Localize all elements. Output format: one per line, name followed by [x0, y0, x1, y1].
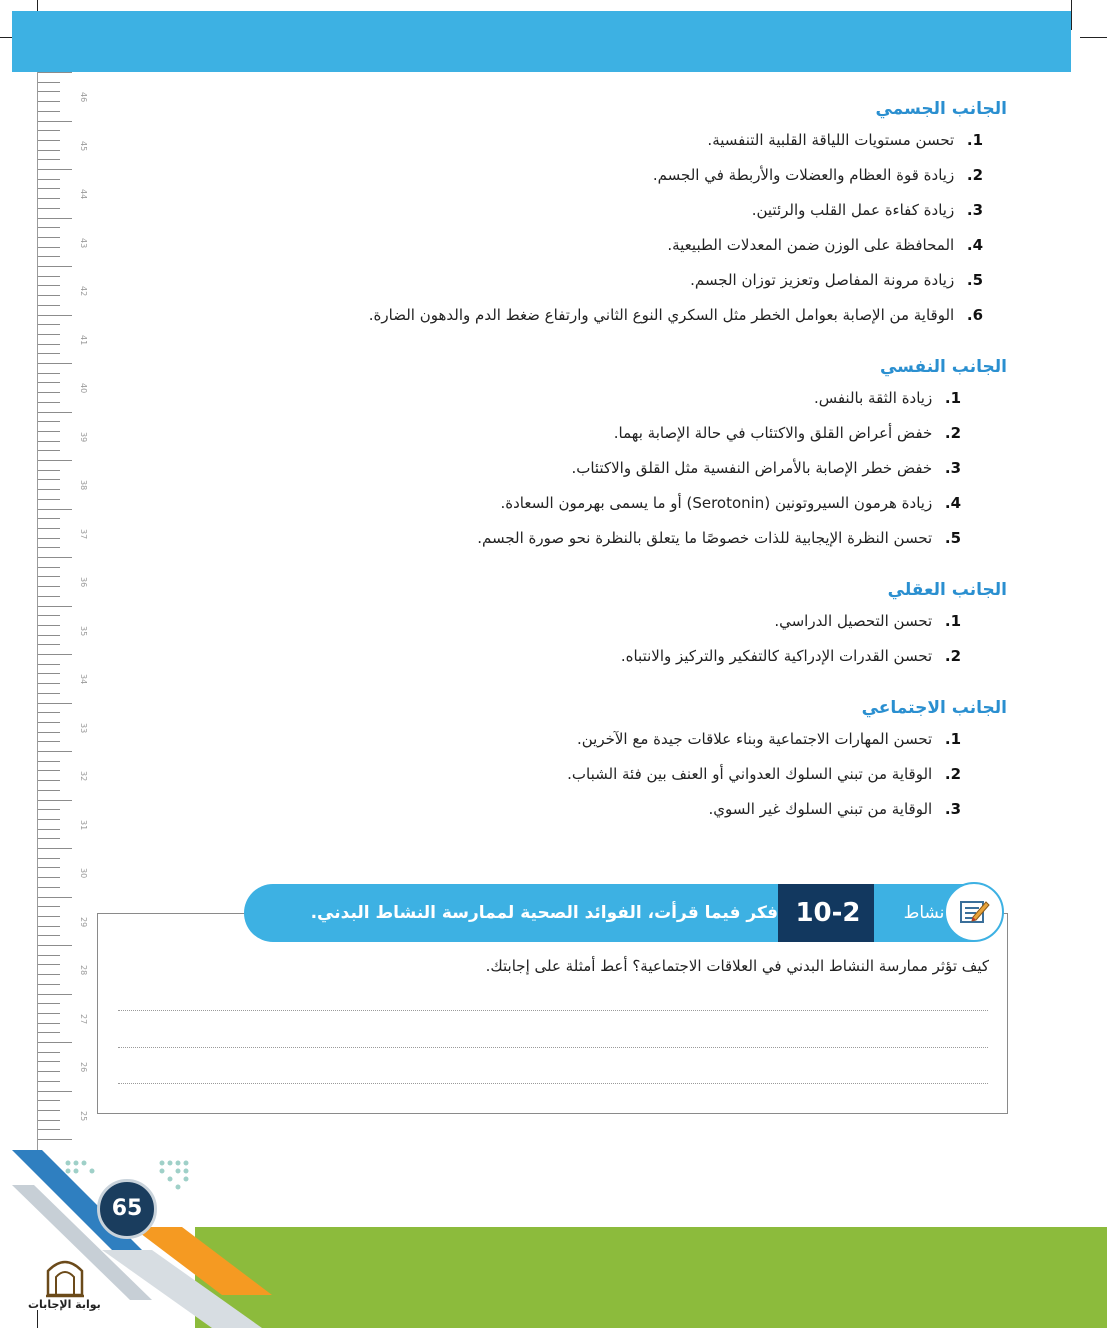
ruler-tick — [38, 1139, 72, 1140]
ruler-tick — [38, 169, 72, 170]
ruler-tick — [38, 315, 72, 316]
ruler-tick — [38, 673, 60, 674]
ruler-tick — [38, 848, 72, 849]
ruler-number: 33 — [79, 722, 88, 733]
ruler-tick — [38, 1013, 60, 1014]
ruler-tick — [38, 732, 60, 733]
ruler-tick — [38, 935, 60, 936]
ruler-tick — [38, 877, 60, 878]
ruler-tick — [38, 887, 60, 888]
ruler-tick — [38, 945, 72, 946]
ruler-number: 32 — [79, 771, 88, 782]
ruler-tick — [38, 858, 60, 859]
list-item: 2. خفض أعراض القلق والاكتئاب في حالة الإصابة بهما. — [613, 424, 961, 442]
ruler-tick — [38, 1120, 60, 1121]
ruler-tick — [38, 431, 60, 432]
list-item: 3. زيادة كفاءة عمل القلب والرئتين. — [751, 201, 983, 219]
ruler-tick — [38, 218, 72, 219]
ruler-tick — [38, 392, 60, 393]
ruler-tick — [38, 926, 60, 927]
ruler-tick — [38, 654, 72, 655]
list-item: 1. تحسن مستويات اللياقة القلبية التنفسية. — [707, 131, 983, 149]
margin-ruler — [37, 72, 98, 1152]
ruler-tick — [38, 441, 60, 442]
activity-banner — [244, 882, 1006, 944]
answer-line[interactable] — [118, 1083, 988, 1084]
ruler-number: 43 — [79, 237, 88, 248]
ruler-tick — [38, 1023, 60, 1024]
ruler-tick — [38, 693, 60, 694]
ruler-tick — [38, 994, 72, 995]
list-item: 5. زيادة مرونة المفاصل وتعزيز توزان الجسم. — [690, 271, 983, 289]
section-title: الجانب العقلي — [887, 580, 1007, 600]
list-item: 5. تحسن النظرة الإيجابية للذات خصوصًا ما يتعلق بالنظرة نحو صورة الجسم. — [477, 529, 961, 547]
activity-code: 10-2 — [778, 884, 878, 942]
list-item: 2. زيادة قوة العظام والعضلات والأربطة في الجسم. — [652, 166, 983, 184]
ruler-tick — [38, 499, 60, 500]
ruler-tick — [38, 557, 72, 558]
ruler-tick — [38, 412, 72, 413]
ruler-tick — [38, 305, 60, 306]
ruler-tick — [38, 867, 60, 868]
list-item: 1. زيادة الثقة بالنفس. — [813, 389, 961, 407]
ruler-tick — [38, 382, 60, 383]
ruler-tick — [38, 489, 60, 490]
ruler-tick — [38, 285, 60, 286]
ruler-tick — [38, 906, 60, 907]
crop-mark — [1071, 0, 1072, 30]
ruler-tick — [38, 751, 72, 752]
answer-line[interactable] — [118, 1047, 988, 1048]
ruler-tick — [38, 547, 60, 548]
activity-title: فكر فيما قرأت، الفوائد الصحية لممارسة النشاط البدني. — [310, 903, 778, 923]
ruler-tick — [38, 761, 60, 762]
ruler-number: 27 — [79, 1013, 88, 1024]
ruler-tick — [38, 91, 60, 92]
ruler-number: 25 — [79, 1110, 88, 1121]
section-psychological — [287, 353, 1007, 556]
ruler-tick — [38, 800, 72, 801]
ruler-tick — [38, 82, 60, 83]
ruler-tick — [38, 897, 72, 898]
ruler-tick — [38, 208, 60, 209]
ruler-tick — [38, 1129, 60, 1130]
ruler-tick — [38, 596, 60, 597]
ruler-tick — [38, 256, 60, 257]
ruler-tick — [38, 101, 60, 102]
ruler-tick — [38, 1091, 72, 1092]
ruler-tick — [38, 625, 60, 626]
portal-logo-text: بوابة الإجابات — [28, 1298, 101, 1311]
ruler-tick — [38, 353, 60, 354]
ruler-tick — [38, 722, 60, 723]
ruler-tick — [38, 179, 60, 180]
ruler-tick — [38, 538, 60, 539]
ruler-tick — [38, 635, 60, 636]
ruler-tick — [38, 295, 60, 296]
ruler-tick — [38, 111, 60, 112]
pencil-note-icon — [944, 882, 1004, 942]
ruler-tick — [38, 712, 60, 713]
ruler-tick — [38, 683, 60, 684]
ruler-tick — [38, 266, 72, 267]
ruler-tick — [38, 363, 72, 364]
ruler-tick — [38, 470, 60, 471]
ruler-number: 29 — [79, 916, 88, 927]
ruler-tick — [38, 324, 60, 325]
ruler-tick — [38, 450, 60, 451]
section-title: الجانب الاجتماعي — [861, 698, 1007, 718]
ruler-tick — [38, 140, 60, 141]
ruler-tick — [38, 344, 60, 345]
ruler-number: 31 — [79, 819, 88, 830]
section-physical — [287, 95, 1007, 333]
ruler-tick — [38, 1052, 60, 1053]
ruler-tick — [38, 770, 60, 771]
ruler-number: 44 — [79, 189, 88, 200]
list-item: 1. تحسن التحصيل الدراسي. — [774, 612, 961, 630]
answer-line[interactable] — [118, 1010, 988, 1011]
ruler-tick — [38, 121, 72, 122]
ruler-number: 46 — [79, 92, 88, 103]
ruler-tick — [38, 460, 72, 461]
list-item: 3. الوقاية من تبني السلوك غير السوي. — [708, 800, 961, 818]
list-item: 4. زيادة هرمون السيروتونين (Serotonin) أو ما يسمى بهرمون السعادة. — [500, 494, 961, 512]
ruler-tick — [38, 1003, 60, 1004]
ruler-number: 38 — [79, 480, 88, 491]
ruler-tick — [38, 644, 60, 645]
ruler-tick — [38, 72, 72, 73]
ruler-number: 40 — [79, 383, 88, 394]
ruler-tick — [38, 819, 60, 820]
ruler-tick — [38, 780, 60, 781]
footer-band — [195, 1227, 1107, 1328]
ruler-number: 30 — [79, 868, 88, 879]
ruler-tick — [38, 509, 72, 510]
ruler-tick — [38, 741, 60, 742]
ruler-tick — [38, 984, 60, 985]
ruler-tick — [38, 518, 60, 519]
list-item: 1. تحسن المهارات الاجتماعية وبناء علاقات جيدة مع الآخرين. — [576, 730, 961, 748]
section-social — [287, 694, 1007, 827]
ruler-tick — [38, 964, 60, 965]
ruler-number: 37 — [79, 528, 88, 539]
ruler-tick — [38, 188, 60, 189]
ruler-tick — [38, 790, 60, 791]
mosque-logo — [44, 1255, 86, 1299]
ruler-tick — [38, 237, 60, 238]
crop-mark — [1080, 37, 1107, 38]
ruler-tick — [38, 615, 60, 616]
ruler-tick — [38, 1061, 60, 1062]
ruler-tick — [38, 198, 60, 199]
ruler-tick — [38, 1081, 60, 1082]
ruler-tick — [38, 586, 60, 587]
ruler-tick — [38, 606, 72, 607]
ruler-number: 34 — [79, 674, 88, 685]
ruler-number: 41 — [79, 334, 88, 345]
ruler-number: 45 — [79, 140, 88, 151]
ruler-tick — [38, 703, 72, 704]
ruler-tick — [38, 838, 60, 839]
ruler-tick — [38, 576, 60, 577]
ruler-tick — [38, 1032, 60, 1033]
list-item: 6. الوقاية من الإصابة بعوامل الخطر مثل السكري النوع الثاني وارتفاع ضغط الدم والدهون الضارة. — [368, 306, 983, 324]
ruler-tick — [38, 664, 60, 665]
section-title: الجانب النفسي — [879, 357, 1007, 377]
ruler-tick — [38, 528, 60, 529]
activity-title-bar — [244, 884, 804, 942]
ruler-tick — [38, 276, 60, 277]
ruler-tick — [38, 421, 60, 422]
ruler-number: 42 — [79, 286, 88, 297]
list-item: 2. تحسن القدرات الإدراكية كالتفكير والتركيز والانتباه. — [620, 647, 961, 665]
list-item: 2. الوقاية من تبني السلوك العدواني أو العنف بين فئة الشباب. — [567, 765, 961, 783]
section-mental — [287, 576, 1007, 674]
ruler-tick — [38, 1071, 60, 1072]
ruler-number: 28 — [79, 965, 88, 976]
ruler-tick — [38, 974, 60, 975]
ruler-tick — [38, 1042, 72, 1043]
ruler-tick — [38, 567, 60, 568]
ruler-tick — [38, 1110, 60, 1111]
list-item: 4. المحافظة على الوزن ضمن المعدلات الطبيعية. — [667, 236, 983, 254]
ruler-tick — [38, 227, 60, 228]
section-title: الجانب الجسمي — [875, 99, 1007, 119]
ruler-number: 35 — [79, 625, 88, 636]
ruler-tick — [38, 809, 60, 810]
ruler-tick — [38, 130, 60, 131]
ruler-tick — [38, 373, 60, 374]
activity-question: كيف تؤثر ممارسة النشاط البدني في العلاقات الاجتماعية؟ أعط أمثلة على إجابتك. — [485, 957, 989, 975]
ruler-tick — [38, 829, 60, 830]
ruler-tick — [38, 150, 60, 151]
page-number-badge: 65 — [97, 1179, 157, 1239]
ruler-tick — [38, 1100, 60, 1101]
ruler-tick — [38, 247, 60, 248]
ruler-tick — [38, 334, 60, 335]
activity-label: نشاط — [874, 884, 974, 942]
ruler-tick — [38, 159, 60, 160]
ruler-tick — [38, 916, 60, 917]
ruler-tick — [38, 955, 60, 956]
header-bar — [12, 11, 1071, 72]
list-item: 3. خفض خطر الإصابة بالأمراض النفسية مثل القلق والاكتئاب. — [571, 459, 961, 477]
ruler-tick — [38, 479, 60, 480]
ruler-number: 39 — [79, 431, 88, 442]
main-content — [287, 95, 1007, 827]
ruler-number: 26 — [79, 1062, 88, 1073]
ruler-tick — [38, 402, 60, 403]
ruler-number: 36 — [79, 577, 88, 588]
